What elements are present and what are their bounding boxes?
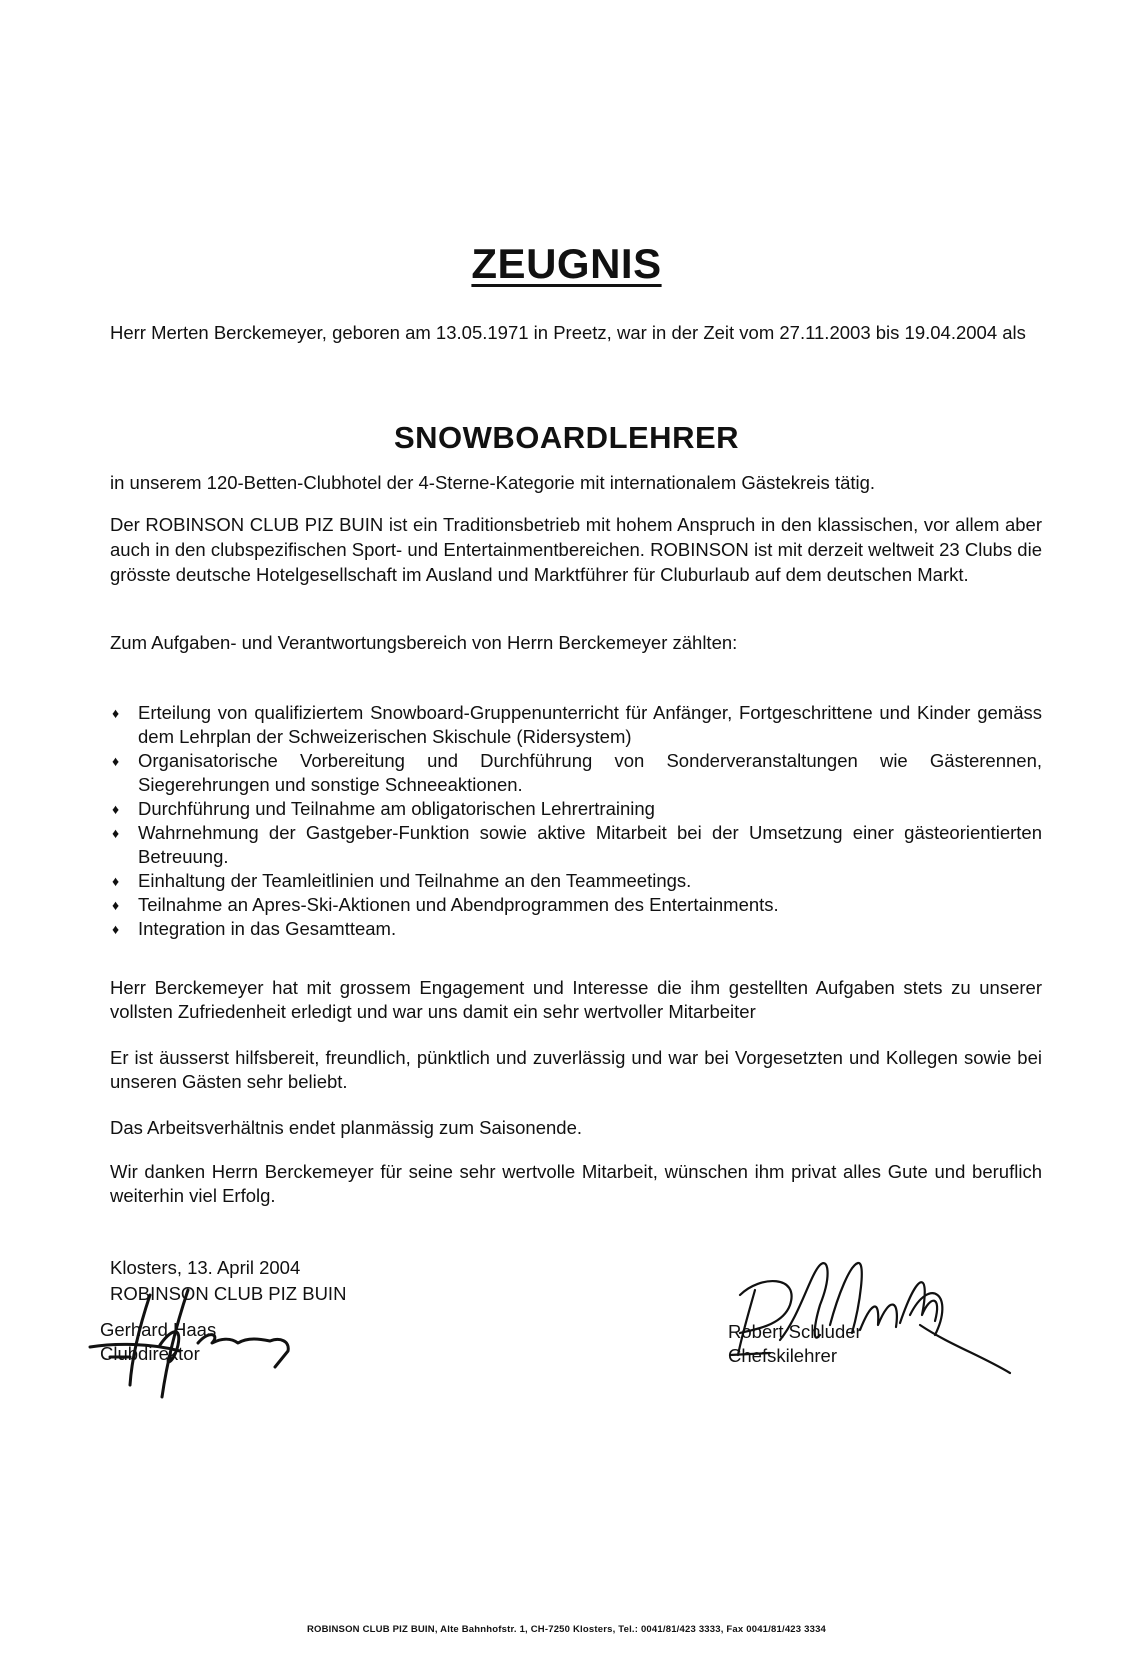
list-item (110, 797, 1042, 821)
task-text: Organisatorische Vorbereitung und Durchführung von Sonderveranstaltungen wie Gästerennen, Siegerehrungen und sonstige Schneeaktionen. (138, 750, 1042, 795)
bullet-icon: ♦ (112, 801, 120, 817)
task-text: Teilnahme an Apres-Ski-Aktionen und Abendprogrammen des Entertainments. (138, 894, 779, 915)
signatory-left-role: Clubdirektor (100, 1343, 200, 1364)
thanks-paragraph: Wir danken Herrn Berckemeyer für seine sehr wertvolle Mitarbeit, wünschen ihm privat alles Gute und beruflich weiterhin viel Erfolg. (110, 1161, 1042, 1206)
list-item (110, 821, 1042, 869)
signatory-right-name: Robert Schluder (728, 1321, 862, 1342)
termination-paragraph: Das Arbeitsverhältnis endet planmässig zum Saisonende. (110, 1117, 583, 1138)
assessment-paragraph-2: Er ist äusserst hilfsbereit, freundlich, pünktlich und zuverlässig und war bei Vorgesetzten und Kollegen sowie bei unseren Gästen sehr beliebt. (110, 1047, 1042, 1092)
document-title: ZEUGNIS (471, 240, 662, 287)
position-heading: SNOWBOARDLEHRER (393, 420, 740, 455)
hotel-description: in unserem 120-Betten-Clubhotel der 4-Sterne-Kategorie mit internationalem Gästekreis tätig. (110, 472, 876, 493)
bullet-icon: ♦ (112, 921, 120, 937)
list-item (110, 893, 1042, 917)
list-item (110, 749, 1042, 797)
list-item (110, 917, 1042, 941)
bullet-icon: ♦ (112, 753, 120, 769)
list-item (110, 701, 1042, 749)
signatory-right-role: Chefskilehrer (728, 1345, 837, 1366)
bullet-icon: ♦ (112, 897, 120, 913)
signatory-left (100, 1318, 216, 1366)
task-text: Durchführung und Teilnahme am obligatorischen Lehrertraining (138, 798, 655, 819)
task-text: Wahrnehmung der Gastgeber-Funktion sowie aktive Mitarbeit bei der Umsetzung einer gästeorientierten Betreuung. (138, 822, 1042, 867)
bullet-icon: ♦ (112, 825, 120, 841)
task-text: Integration in das Gesamtteam. (138, 918, 397, 939)
list-item (110, 869, 1042, 893)
task-text: Erteilung von qualifiziertem Snowboard-Gruppenunterricht für Anfänger, Fortgeschrittene und Kinder gemäss dem Lehrplan der Schweizerischen Skischule (Ridersystem) (138, 702, 1042, 747)
footer-address: ROBINSON CLUB PIZ BUIN, Alte Bahnhofstr. 1, CH-7250 Klosters, Tel.: 0041/81/423 3333, Fax 0041/81/423 3334 (306, 1624, 827, 1635)
tasks-intro: Zum Aufgaben- und Verantwortungsbereich von Herrn Berckemeyer zählten: (110, 632, 738, 653)
signatory-right (728, 1320, 862, 1368)
company-description: Der ROBINSON CLUB PIZ BUIN ist ein Traditionsbetrieb mit hohem Anspruch in den klassischen, vor allem aber auch in den clubspezifischen Sport- und Entertainmentbereichen. ROBINSON ist mit derzeit weltweit 23 Clubs die grösste deutsche Hotelgesellschaft im Ausland und Marktführer für Cluburlaub auf dem deutschen Markt. (110, 514, 1042, 585)
signatory-left-name: Gerhard Haas (100, 1319, 217, 1340)
assessment-paragraph-1: Herr Berckemeyer hat mit grossem Engagement und Interesse die ihm gestellten Aufgaben stets zu unserer vollsten Zufriedenheit erledigt und war uns damit ein sehr wertvoller Mitarbeiter (110, 977, 1042, 1022)
intro-paragraph: Herr Merten Berckemeyer, geboren am 13.05.1971 in Preetz, war in der Zeit vom 27.11.2003 bis 19.04.2004 als (110, 322, 1026, 343)
company-name: ROBINSON CLUB PIZ BUIN (110, 1283, 347, 1304)
task-list (110, 701, 1042, 941)
place-date: Klosters, 13. April 2004 (110, 1257, 301, 1278)
bullet-icon: ♦ (112, 705, 120, 721)
bullet-icon: ♦ (112, 873, 120, 889)
task-text: Einhaltung der Teamleitlinien und Teilnahme an den Teammeetings. (138, 870, 692, 891)
